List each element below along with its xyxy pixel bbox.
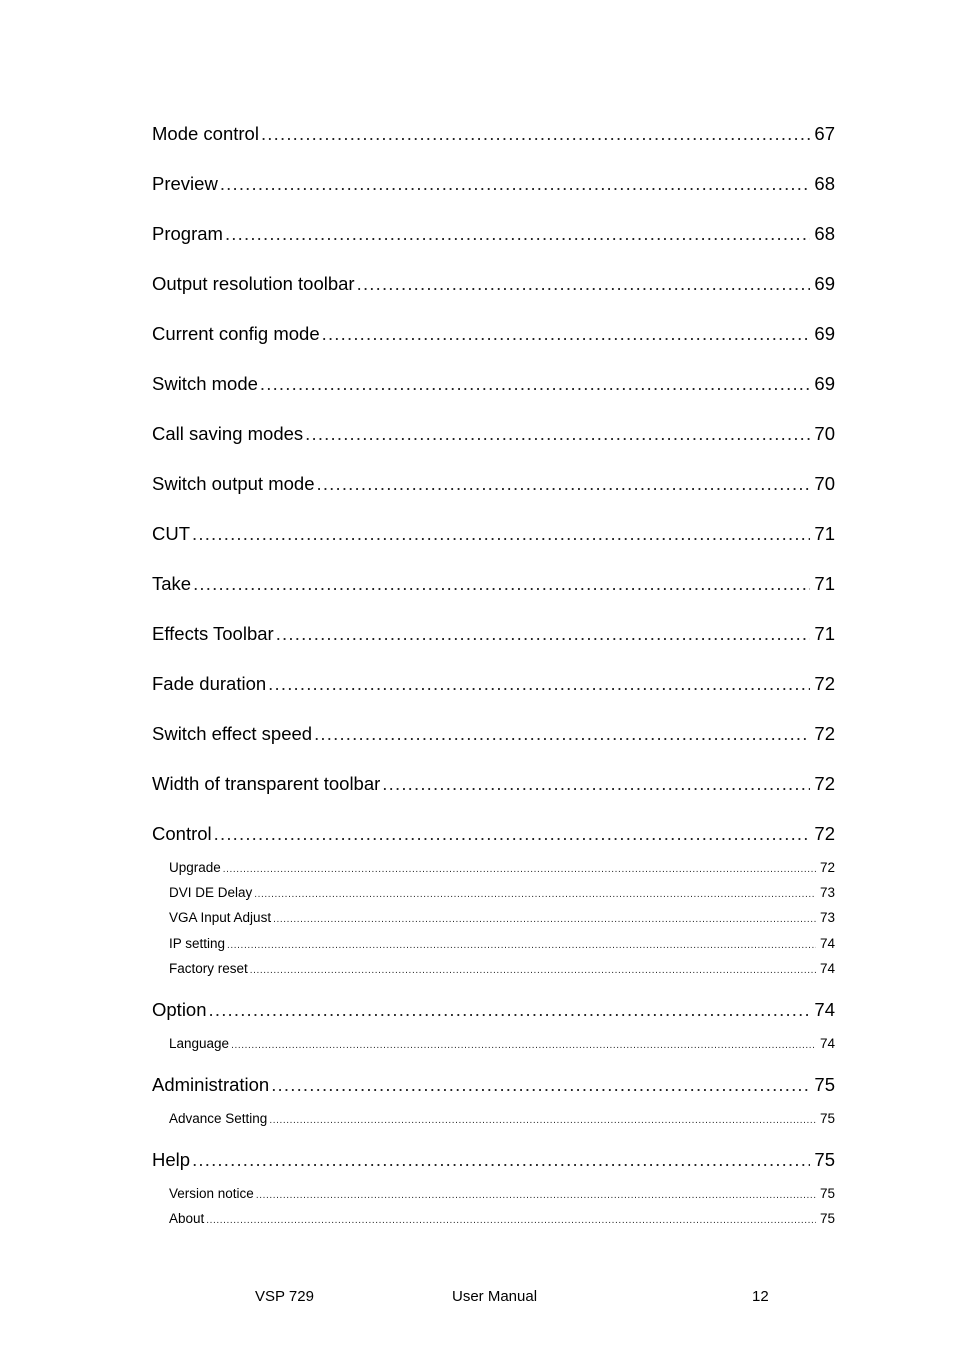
toc-entry-title: Switch mode	[152, 373, 258, 394]
toc-entry-title: Take	[152, 573, 192, 594]
toc-page-number: 71	[814, 573, 835, 594]
toc-entry-title: Preview	[152, 173, 218, 194]
toc-leader-dots	[223, 861, 816, 877]
toc-entry-title: Fade duration	[152, 673, 267, 694]
footer-doc-title: User Manual	[452, 1288, 538, 1305]
toc-entry[interactable]	[152, 1147, 835, 1173]
toc-entry[interactable]	[152, 321, 835, 347]
toc-entry-title: Width of transparent toolbar	[152, 773, 381, 794]
toc-page-number: 74	[819, 960, 835, 976]
toc-page-number: 73	[819, 885, 835, 901]
toc-leader-dots	[214, 821, 811, 847]
toc-page-number: 75	[814, 1073, 835, 1095]
toc-entry-title: Upgrade	[169, 860, 221, 875]
toc-entry-title: Help	[152, 1148, 191, 1170]
toc-entry-title: Mode control	[152, 123, 259, 144]
toc-entry[interactable]	[152, 171, 835, 197]
toc-page-number: 68	[814, 223, 835, 244]
toc-leader-dots	[305, 421, 810, 447]
toc-page-number: 74	[819, 1035, 835, 1051]
toc-subentry[interactable]	[169, 859, 835, 877]
toc-subentry[interactable]	[169, 960, 835, 978]
toc-page-number: 71	[814, 623, 835, 644]
toc-page-number: 71	[814, 523, 835, 544]
toc-entry-title: Language	[169, 1035, 230, 1051]
toc-page-number: 72	[814, 723, 835, 744]
toc-page-number: 72	[819, 860, 835, 875]
toc-leader-dots	[256, 1187, 816, 1203]
toc-subentry[interactable]	[169, 909, 835, 927]
toc-leader-dots	[273, 911, 816, 927]
toc-entry-title: Administration	[152, 1073, 270, 1095]
toc-entry[interactable]	[152, 371, 835, 397]
toc-entry-title: Program	[152, 223, 223, 244]
toc-page-number: 75	[819, 1211, 835, 1226]
toc-page-number: 74	[819, 935, 835, 951]
toc-entry-title: About	[169, 1211, 205, 1226]
toc-leader-dots	[206, 1212, 816, 1228]
toc-page-number: 69	[814, 373, 835, 394]
toc-page-number: 75	[819, 1110, 835, 1126]
toc-entry-title: Switch effect speed	[152, 723, 313, 744]
toc-entry[interactable]	[152, 621, 835, 647]
toc-entry-title: Control	[152, 823, 212, 844]
toc-leader-dots	[227, 937, 816, 953]
toc-entry[interactable]	[152, 571, 835, 597]
toc-entry-title: Call saving modes	[152, 423, 304, 444]
toc-entry-title: CUT	[152, 523, 191, 544]
toc-leader-dots	[314, 721, 810, 747]
toc-leader-dots	[192, 521, 810, 547]
toc-page-number: 75	[814, 1148, 835, 1170]
toc-page-number: 70	[814, 423, 835, 444]
toc-leader-dots	[209, 997, 811, 1023]
toc-page-number: 72	[814, 773, 835, 794]
toc-leader-dots	[268, 671, 810, 697]
page-footer	[0, 1288, 954, 1314]
toc-entry-title: Output resolution toolbar	[152, 273, 355, 294]
toc-leader-dots	[322, 321, 811, 347]
toc-page-number: 72	[814, 823, 835, 844]
toc-entry-title: Current config mode	[152, 323, 320, 344]
toc-subentry[interactable]	[169, 884, 835, 902]
footer-page-number: 12	[752, 1288, 769, 1305]
toc-leader-dots	[193, 571, 810, 597]
toc-entry[interactable]	[152, 121, 835, 147]
footer-product: VSP 729	[255, 1288, 314, 1305]
toc-page-number: 68	[814, 173, 835, 194]
toc-entry[interactable]	[152, 521, 835, 547]
toc-leader-dots	[382, 771, 810, 797]
toc-subentry[interactable]	[169, 935, 835, 953]
toc-leader-dots	[225, 221, 810, 247]
toc-entry-title: Factory reset	[169, 960, 248, 976]
toc-leader-dots	[261, 121, 810, 147]
toc-page-number: 72	[814, 673, 835, 694]
toc-leader-dots	[357, 271, 811, 297]
toc-leader-dots	[250, 962, 816, 978]
toc-page-number: 69	[814, 323, 835, 344]
toc-entry[interactable]	[152, 771, 835, 797]
toc-entry-title: Option	[152, 998, 207, 1020]
toc-entry-title: DVI DE Delay	[169, 885, 253, 901]
toc-subentry[interactable]	[169, 1210, 835, 1228]
toc-entry-title: VGA Input Adjust	[169, 910, 272, 926]
toc-entry[interactable]	[152, 997, 835, 1023]
toc-subentry[interactable]	[169, 1185, 835, 1203]
toc-leader-dots	[260, 371, 811, 397]
toc-page-number: 75	[819, 1185, 835, 1201]
toc-entry[interactable]	[152, 271, 835, 297]
toc-page-number: 70	[814, 473, 835, 494]
toc-page-number: 69	[814, 273, 835, 294]
toc-leader-dots	[269, 1112, 816, 1128]
toc-subentry[interactable]	[169, 1110, 835, 1128]
toc-entry-title: Switch output mode	[152, 473, 315, 494]
toc-entry[interactable]	[152, 221, 835, 247]
toc-entry-title: IP setting	[169, 935, 226, 951]
toc-entry[interactable]	[152, 671, 835, 697]
toc-leader-dots	[276, 621, 811, 647]
toc-entry[interactable]	[152, 1072, 835, 1098]
toc-page-number: 74	[814, 998, 835, 1020]
toc-page-number: 73	[819, 910, 835, 926]
toc-subentry[interactable]	[169, 1035, 835, 1053]
toc-leader-dots	[231, 1037, 816, 1053]
toc-entry-title: Advance Setting	[169, 1110, 268, 1126]
toc-page-number: 67	[814, 123, 835, 144]
toc-entry[interactable]	[152, 471, 835, 497]
toc-entry-title: Effects Toolbar	[152, 623, 274, 644]
toc-leader-dots	[192, 1147, 810, 1173]
toc-leader-dots	[220, 171, 811, 197]
toc-entry[interactable]	[152, 721, 835, 747]
toc-leader-dots	[271, 1072, 810, 1098]
toc-entry[interactable]	[152, 421, 835, 447]
toc-leader-dots	[254, 886, 816, 902]
toc-entry[interactable]	[152, 821, 835, 847]
toc-entry-title: Version notice	[169, 1185, 254, 1201]
toc-leader-dots	[316, 471, 810, 497]
